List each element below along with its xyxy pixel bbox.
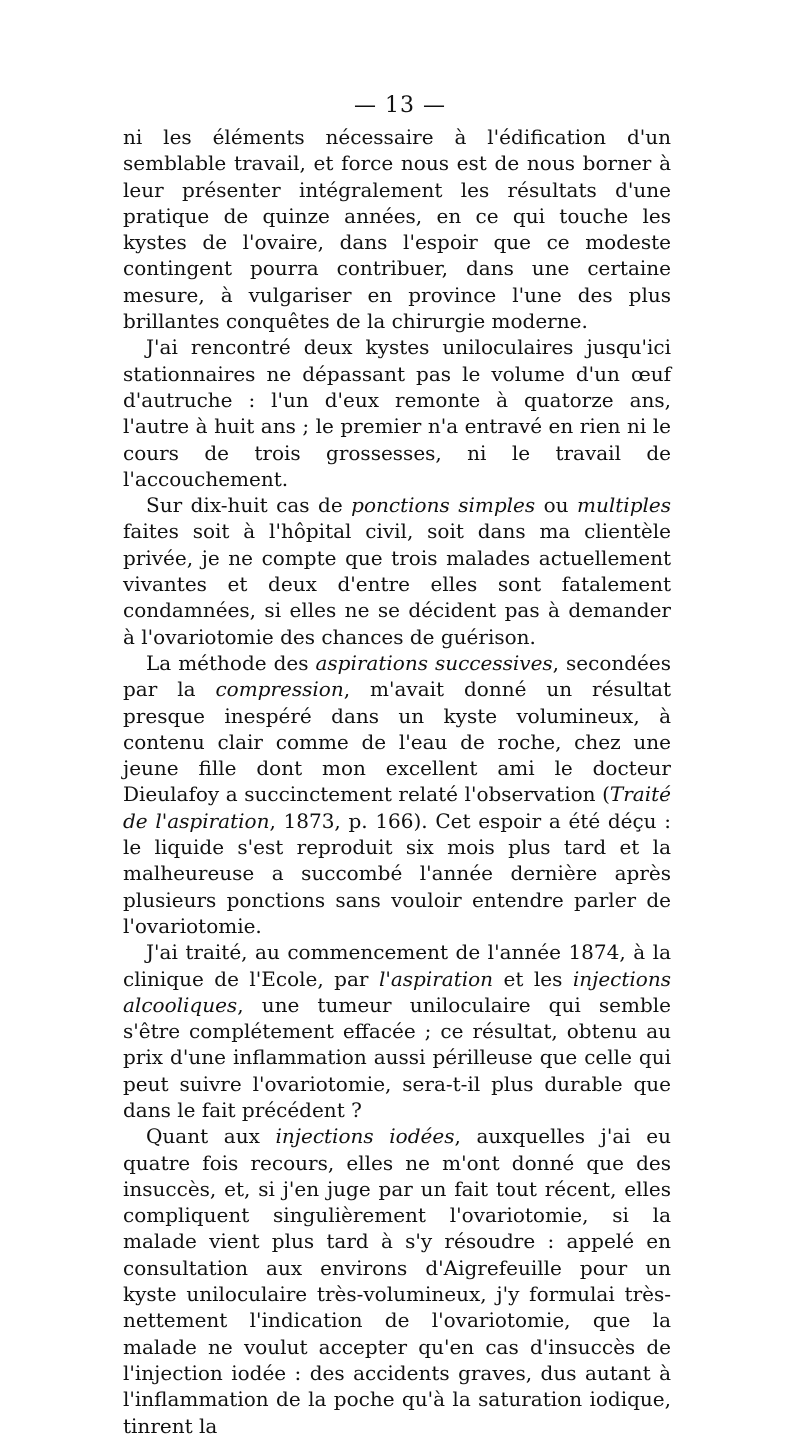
text-segment: ni les éléments nécessaire à l'édification d'un semblable travail, et force nous est de nous borner à leur présenter intégralement les résultats d'une pratique de quinze années, en ce qui touche les kystes de l'ovaire, dans l'espoir que ce modeste contingent pourra contribuer, dans une certaine mesure, à vulgariser en province l'une des plus brillantes conquêtes de la chirurgie moderne. bbox=[123, 125, 671, 334]
text-segment: , une tumeur uniloculaire qui semble s'être complétement effacée ; ce résultat, obtenu au prix d'une inflammation aussi périlleuse que celle qui peut suivre l'ovariotomie, sera-t-il plus durable que dans le fait précédent ? bbox=[123, 992, 671, 1122]
paragraph bbox=[123, 1123, 671, 1439]
page-number: — 13 — bbox=[354, 93, 446, 118]
italic-segment: injections alcooliques bbox=[123, 966, 671, 1017]
italic-segment: multiples bbox=[577, 493, 671, 518]
text-segment: La méthode des bbox=[146, 650, 316, 675]
text-segment: J'ai rencontré deux kystes uniloculaires jusqu'ici stationnaires ne dépassant pas le volume d'un œuf d'autruche : l'un d'eux remonte à quatorze ans, l'autre à huit ans ; le premier n'a entravé en rien ni le cours de trois grossesses, ni le travail de l'accouchement. bbox=[123, 335, 671, 491]
text-segment: , auxquelles j'ai eu quatre fois recours, elles ne m'ont donné que des insuccès, et, si j'en juge par un fait tout récent, elles compliquent singulièrement l'ovariotomie, si la malade vient plus tard à s'y résoudre : appelé en consultation aux environs d'Aigrefeuille pour un kyste uniloculaire très-volumineux, j'y formulai très-nettement l'indication de l'ovariotomie, que la malade ne voulut accepter qu'en cas d'insuccès de l'injection iodée : des accidents graves, dus autant à l'inflammation de la poche qu'à la saturation iodique, tinrent la bbox=[123, 1124, 671, 1438]
paragraph bbox=[123, 650, 671, 939]
text-segment: faites soit à l'hôpital civil, soit dans ma clientèle privée, je ne compte que trois malades actuellement vivantes et deux d'entre elles sont fatalement condamnées, si elles ne se décident pas à demander à l'ovariotomie des chances de guérison. bbox=[123, 519, 671, 649]
text-segment: J'ai traité, au commencement de l'année 1874, à la clinique de l'Ecole, par bbox=[123, 940, 671, 991]
italic-segment: aspirations successives bbox=[315, 650, 553, 675]
text-segment: , secondées par la bbox=[123, 650, 671, 702]
paragraph bbox=[123, 492, 671, 650]
text-segment: Quant aux bbox=[146, 1124, 276, 1149]
italic-segment: injections iodées bbox=[275, 1124, 455, 1149]
paragraph bbox=[123, 334, 671, 492]
italic-segment: compression bbox=[215, 677, 344, 702]
text-segment: et les bbox=[493, 966, 573, 991]
text-segment: , m'avait donné un résultat presque inespéré dans un kyste volumineux, à contenu clair comme de l'eau de roche, chez une jeune fille dont mon excellent ami le docteur Dieulafoy a succinctement relaté l'observation ( bbox=[123, 677, 671, 807]
text-segment: , 1873, p. 166). Cet espoir a été déçu : le liquide s'est reproduit six mois plus tard et la malheureuse a succombé l'année dernière après plusieurs ponctions sans vouloir entendre parler de l'ovariotomie. bbox=[123, 808, 671, 938]
italic-segment: l'aspiration bbox=[378, 966, 494, 991]
text-segment: ou bbox=[535, 493, 578, 518]
body-text bbox=[123, 124, 671, 1439]
text-segment: Sur dix-huit cas de bbox=[146, 493, 352, 518]
paragraph bbox=[123, 124, 671, 334]
italic-segment: ponctions simples bbox=[351, 493, 536, 518]
italic-segment: Traité de l'aspiration bbox=[123, 782, 671, 833]
paragraph bbox=[123, 939, 671, 1123]
